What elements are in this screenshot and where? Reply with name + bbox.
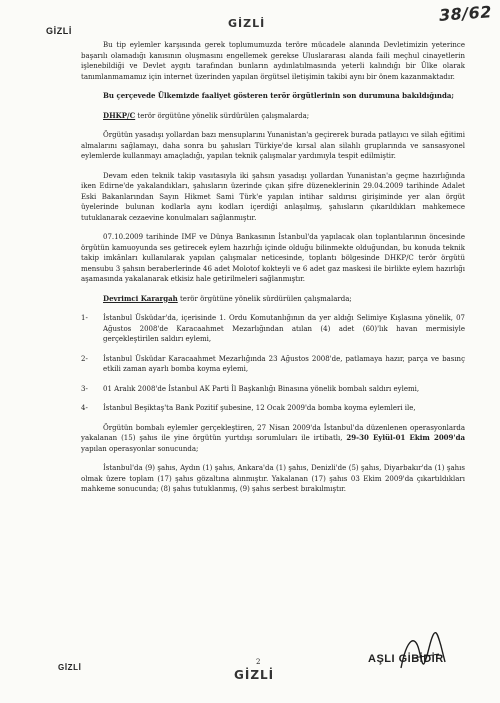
dhkpc-heading-rest: terör örgütüne yönelik sürdürülen çalışmalarda; [135, 111, 310, 120]
list-item-text: İstanbul Beşiktaş'ta Bank Pozitif şubesine, 12 Ocak 2009'da bomba koyma eylemleri ile, [103, 404, 416, 412]
dk-heading-name: Devrimci Karargah [103, 293, 178, 303]
list-item-number: 1- [81, 314, 88, 322]
dk-heading-rest: terör örgütüne yönelik sürdürülen çalışmalarda; [177, 294, 352, 303]
list-item [81, 384, 465, 395]
operations-list [81, 313, 465, 414]
certification-stamp: AŞLI GİBİDİR [368, 653, 444, 665]
list-item-text: İstanbul Üsküdar'da, içerisinde 1. Ordu Komutanlığının da yer aldığı Selimiye Kışlasına yönelik, 07 Ağustos 2008'de Karacaahmet Mezarlığından atılan (4) adet (60)'lık havan mermisiyle gerçekleştirilen saldırı eylemi, [103, 314, 465, 343]
section-heading: Bu çerçevede Ülkemizde faaliyet gösteren terör örgütlerinin son durumuna bakıldığında; [103, 91, 454, 100]
handwritten-signature [393, 628, 453, 678]
list-item-text: 01 Aralık 2008'de İstanbul AK Parti İl Başkanlığı Binasına yönelik bombalı saldırı eylemi, [103, 384, 420, 393]
list-item [81, 354, 465, 375]
footer-classification: GİZLİ [58, 663, 82, 672]
header-classification: GİZLİ [46, 26, 72, 36]
paragraph-4 [81, 423, 465, 455]
list-item [81, 403, 465, 414]
footer-page-number: 2 [256, 658, 261, 666]
header-stamp: GİZLİ [228, 17, 266, 30]
paragraph-5: İstanbul'da (9) şahıs, Aydın (1) şahıs, Ankara'da (1) şahıs, Denizli'de (5) şahıs, Diyarbakır'da (1) şahıs olmak üzere toplam (17) şahıs gözaltına alınmıştır. Yakalanan (17) şahıs 03 Ekim 2009'da çıkartıldıkları mahkeme sonucunda; (8) şahıs tutuklanmış, (9) şahıs serbest bırakılmıştır. [81, 464, 465, 493]
paragraph-3: 07.10.2009 tarihinde IMF ve Dünya Bankasının İstanbul'da yapılacak olan toplantılarının öncesinde örgütün kamuoyunda ses getirecek eylem hazırlığı içinde olduğu bilinmekte olduğundan, bu konuda teknik takip imkânları kullanılarak yapılan çalışmalar neticesinde, toplantı bölgesinde DHKP/C terör örgütü mensubu 3 şahsın beraberlerinde 46 adet Molotof kokteyli ve 6 adet gaz maskesi ile birlikte eylem hazırlığı aşamasında yakalanarak etkisiz hale getirilmeleri sağlanmıştır. [81, 233, 465, 283]
footer-stamp: GİZLİ [234, 668, 275, 682]
paragraph-4-start: Örgütün bombalı eylemler gerçekleştiren, 27 Nisan 2009'da İstanbul'da düzenlenen operasyonlarda yakalanan (15) şahıs ile yine örgütün yurtdışı sorumluları ile irtibatlı, [81, 423, 465, 442]
handwritten-page-number: 38/62 [438, 2, 493, 25]
paragraph-2: Devam eden teknik takip vasıtasıyla iki şahsın yasadışı yollardan Yunanistan'a geçme hazırlığında iken Edirne'de yakalandıkları, şahısların üzerinde çıkan şifre düzeneklerinin 29.04.2009 tarihinde Adalet Eski Bakanlarından Sayın Hikmet Sami Türk'e yapılan intihar saldırısı girişiminde yer alan örgüt üyelerinde bulunan kodlarla aynı kodları içerdiği anlaşılmış, şahısların çıkarıldıkları mahkemece tutuklanarak cezaevine konulmaları sağlanmıştır. [81, 171, 465, 222]
dhkpc-heading [81, 111, 465, 122]
paragraph-4-dates: 29-30 Eylül-01 Ekim 2009'da [346, 433, 466, 442]
paragraph-4-end: yapılan operasyonlar sonucunda; [81, 444, 199, 453]
list-item-number: 3- [81, 384, 88, 393]
dk-heading [81, 294, 465, 305]
list-item-number: 2- [81, 354, 88, 363]
paragraph-1: Örgütün yasadışı yollardan bazı mensuplarını Yunanistan'a geçirerek burada patlayıcı ve silah eğitimi almalarını sağlamayı, daha sonra bu şahısları Türkiye'de kırsal alan silahlı gruplarında ve sansasyonel eylemlerde kullanmayı amaçladığı, yapılan teknik çalışmalar yardımıyla tespit edilmiştir. [81, 131, 465, 160]
document-body [81, 40, 465, 504]
dhkpc-heading-name: DHKP/C [103, 110, 136, 120]
list-item-number: 4- [81, 404, 88, 412]
list-item-text: İstanbul Üsküdar Karacaahmet Mezarlığında 23 Ağustos 2008'de, patlamaya hazır, parça ve basınç etkili zaman ayarlı bomba koyma eylemi, [103, 354, 465, 373]
intro-paragraph: Bu tip eylemler karşısında gerek toplumumuzda teröre mücadele alanında Devletimizin yeterince başarılı olamadığı kanısının oluşmasını engellemek gerekse Uluslararası alanda faili meçhul cinayetlerin işlenebildiği ve Devlet aygıtı tarafından bunların aydınlatılmasında yeterli kalındığı bir Ülke olarak tanımlanmamamız için internet üzerinden yapılan örgütsel iletişimin takibi aynı bir önem kazanmaktadır. [81, 41, 465, 81]
list-item [81, 313, 465, 345]
